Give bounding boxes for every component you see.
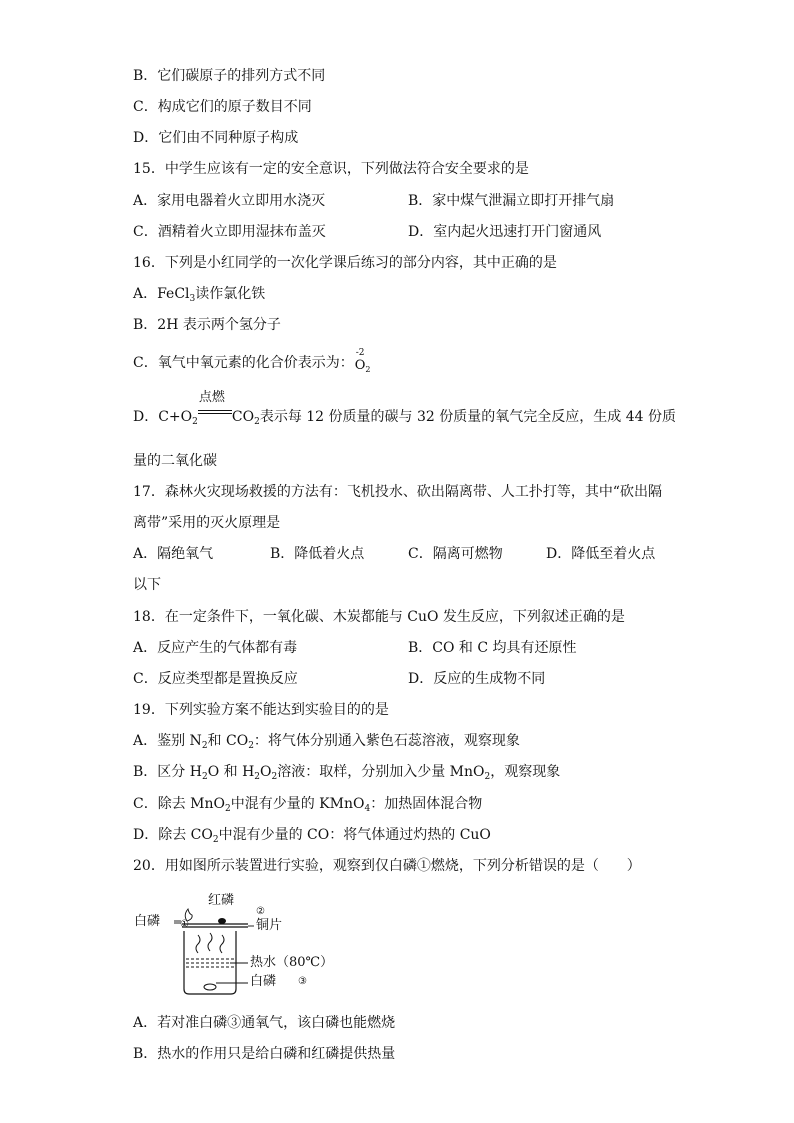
question-15: 15．中学生应该有一定的安全意识，下列做法符合安全要求的是 bbox=[133, 161, 529, 177]
q16-option-c: C．氧气中氧元素的化合价表示为： -2 $O_2$ bbox=[133, 348, 371, 374]
q19-option-b: B．区分 $H_2O$ 和 $H_2O_2$溶液：取样，分别加入少量 MnO$_2$，观察现象 bbox=[133, 764, 561, 782]
label-copper-plate: 铜片 bbox=[256, 918, 283, 933]
q18-option-b: B．CO 和 C 均具有还原性 bbox=[408, 640, 577, 656]
q17-option-d: D．降低至着火点 bbox=[546, 546, 656, 562]
label-circle-1: ① bbox=[180, 919, 189, 930]
q20-option-a: A．若对准白磷③通氧气，该白磷也能燃烧 bbox=[133, 1015, 396, 1031]
q14-option-c: C．构成它们的原子数目不同 bbox=[133, 99, 312, 115]
question-17: 17．森林火灾现场救援的方法有：飞机投水、砍出隔离带、人工扑打等，其中“砍出隔 bbox=[133, 484, 662, 500]
label-circle-3: ③ bbox=[298, 976, 307, 987]
q15-option-b: B．家中煤气泄漏立即打开排气扇 bbox=[408, 193, 615, 209]
q15-option-c: C．酒精着火立即用湿抹布盖灭 bbox=[133, 224, 326, 240]
label-hot-water: 热水（80℃） bbox=[250, 955, 334, 970]
q17-option-c: C．隔离可燃物 bbox=[408, 546, 503, 562]
q17-option-b: B．降低着火点 bbox=[270, 546, 365, 562]
q18-option-a: A．反应产生的气体都有毒 bbox=[133, 640, 298, 656]
reaction-condition-sign: 点燃 bbox=[198, 405, 232, 423]
label-red-phosphorus: 红磷 bbox=[208, 893, 235, 908]
q19-option-d: D．除去 $CO_2$中混有少量的 CO：将气体通过灼热的 CuO bbox=[133, 827, 491, 845]
q20-option-b: B．热水的作用只是给白磷和红磷提供热量 bbox=[133, 1046, 396, 1062]
q17-option-d-continued: 以下 bbox=[133, 577, 161, 593]
oxidation-state-notation: -2 $O_2$ bbox=[354, 348, 371, 374]
apparatus-drawing bbox=[130, 893, 340, 998]
q14-option-d: D．它们由不同种原子构成 bbox=[133, 130, 299, 146]
q16-option-a: A．FeCl$_3$读作氯化铁 bbox=[133, 286, 266, 304]
label-white-phosphorus-bottom: 白磷 bbox=[250, 974, 277, 989]
q14-option-b: B．它们碳原子的排列方式不同 bbox=[133, 68, 326, 84]
question-20: 20．用如图所示装置进行实验，观察到仅白磷①燃烧，下列分析错误的是（ ） bbox=[133, 858, 641, 874]
q19-option-c: C．除去 MnO$_2$中混有少量的 KMnO$_4$：加热固体混合物 bbox=[133, 796, 483, 814]
question-18: 18．在一定条件下，一氧化碳、木炭都能与 CuO 发生反应，下列叙述正确的是 bbox=[133, 609, 625, 625]
question-16: 16．下列是小红同学的一次化学课后练习的部分内容，其中正确的是 bbox=[133, 255, 557, 271]
q18-option-d: D．反应的生成物不同 bbox=[408, 671, 546, 687]
q15-option-d: D．室内起火迅速打开门窗通风 bbox=[408, 224, 602, 240]
q16-option-d: D．$C+O_2$ 点燃 $CO_2$表示每 12 份质量的碳与 32 份质量的氧气完全反应，生成 44 份质 bbox=[133, 390, 676, 427]
question-17-continued: 离带”采用的灭火原理是 bbox=[133, 515, 281, 531]
q15-option-a: A．家用电器着火立即用水浇灭 bbox=[133, 193, 326, 209]
label-circle-2: ② bbox=[256, 906, 265, 917]
q16-option-d-continued: 量的二氧化碳 bbox=[133, 453, 217, 469]
combustion-apparatus-figure bbox=[130, 893, 340, 998]
q16-option-b: B．2H 表示两个氢分子 bbox=[133, 317, 281, 333]
label-white-phosphorus-top: 白磷 bbox=[134, 914, 161, 929]
q18-option-c: C．反应类型都是置换反应 bbox=[133, 671, 298, 687]
q17-option-a: A．隔绝氧气 bbox=[133, 546, 214, 562]
question-19: 19．下列实验方案不能达到实验目的的是 bbox=[133, 702, 389, 718]
q19-option-a: A．鉴别 $N_2$和 $CO_2$：将气体分别通入紫色石蕊溶液，观察现象 bbox=[133, 733, 520, 751]
